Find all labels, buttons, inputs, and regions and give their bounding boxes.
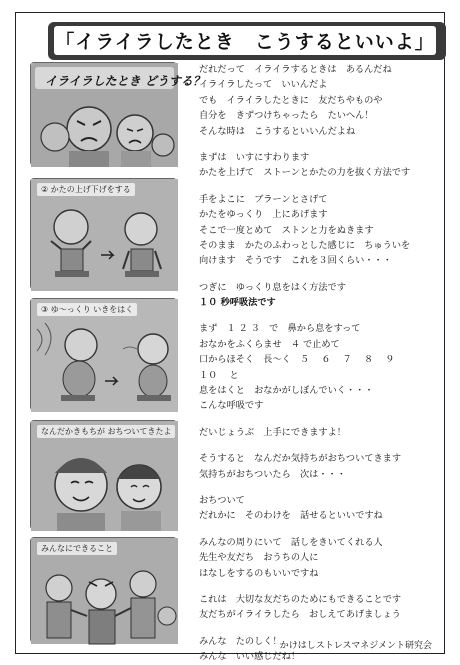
text-line: みんな たのしく！ [199,635,282,647]
text-line: そうすると なんだか気持ちがおちついてきます [199,453,402,465]
paragraph [199,192,444,269]
text-line: だいじょうぶ 上手にできますよ！ [199,426,346,438]
author-signature: かけはしストレスマネジメント研究会 [279,641,432,651]
text-line: １０ 秒呼吸法です [199,297,276,309]
text-line: だれかに そのわけを 話せるといいですね [199,510,383,522]
text-line: そんな時は こうするといいんだよね [199,125,356,137]
text-line: 手をよこに ブラーンとさげて [199,193,328,205]
panel-banner-text: イライラしたとき どうする？ [45,74,205,88]
illustration-angry-kids [30,62,205,166]
illustration-breathing [30,298,177,411]
text-line: 自分を きずつけちゃったら たいへん！ [199,110,374,122]
paragraph [199,493,444,524]
text-line: 息をはくと おなかがしぼんでいく・・・ [199,385,374,397]
paragraph [199,451,444,482]
paragraph [199,150,444,181]
text-line: 先生や友だち おうちの人に [199,552,319,564]
paragraph [199,592,444,623]
text-line: こんな呼吸です [199,400,264,412]
text-line: 友だちがイライラしたら おしえてあげましょう [199,609,401,621]
title-banner [48,22,446,60]
text-line: イライラしたって いいんだよ [199,79,328,91]
panel-caption-2: ② かたの上げ下げをする [37,183,135,196]
illustration-shoulder-exercise [30,178,177,290]
text-line: はなしをするのもいいですね [199,567,319,579]
text-line: 気持ちがおちついたら 次は・・・ [199,468,346,480]
text-line: みんなの周りにいて 話しをきいてくれる人 [199,536,383,548]
text-line: 向けます そうです これを３回くらい・・・ [199,255,392,267]
text-line: みんな いい感じだね！ [199,651,301,663]
paragraph [199,62,444,139]
text-line: かたをゆっくり 上にあげます [199,209,328,221]
paragraph [199,280,444,311]
text-line: まずは いすにすわります [199,151,310,163]
paragraph [199,425,444,440]
panel-caption-4: なんだかきもちが おちついてきたよ [37,425,175,438]
text-line: １０ と [199,369,239,381]
text-line: おちついて [199,494,245,506]
text-line: そこで一度とめて ストンと力をぬきます [199,224,374,236]
text-line: そのまま かたのふわっとした感じに ちゅういを [199,239,411,251]
illustration-helping-friends [30,537,177,643]
text-line: だれだって イライラするときは あるんだね [199,64,392,75]
text-line: おなかをふくらませ ４ で止めて [199,338,340,350]
text-line: でも イライラしたときに 友だちやものや [199,94,383,106]
panel-caption-3: ③ ゆ〜っくり いきをはく [37,303,137,316]
illustration-calm-kids [30,420,177,530]
text-line: これは 大切な友だちのためにもできることです [199,593,402,605]
paragraph [199,535,444,581]
text-line: かたを上げて ストーンとかたの力を抜く方法です [199,167,411,179]
page-title: 「イライラしたとき こうするといいよ」 [54,26,436,55]
body-text [199,62,444,665]
text-line: つぎに ゆっくり息をはく方法です [199,281,346,293]
paragraph [199,321,444,413]
text-line: 口からほそく 長～く ５ ６ ７ ８ ９ [199,354,395,366]
panel-caption-5: みんなにできること [37,542,117,555]
text-line: まず １ ２ ３ で 鼻から息をすって [199,323,361,335]
